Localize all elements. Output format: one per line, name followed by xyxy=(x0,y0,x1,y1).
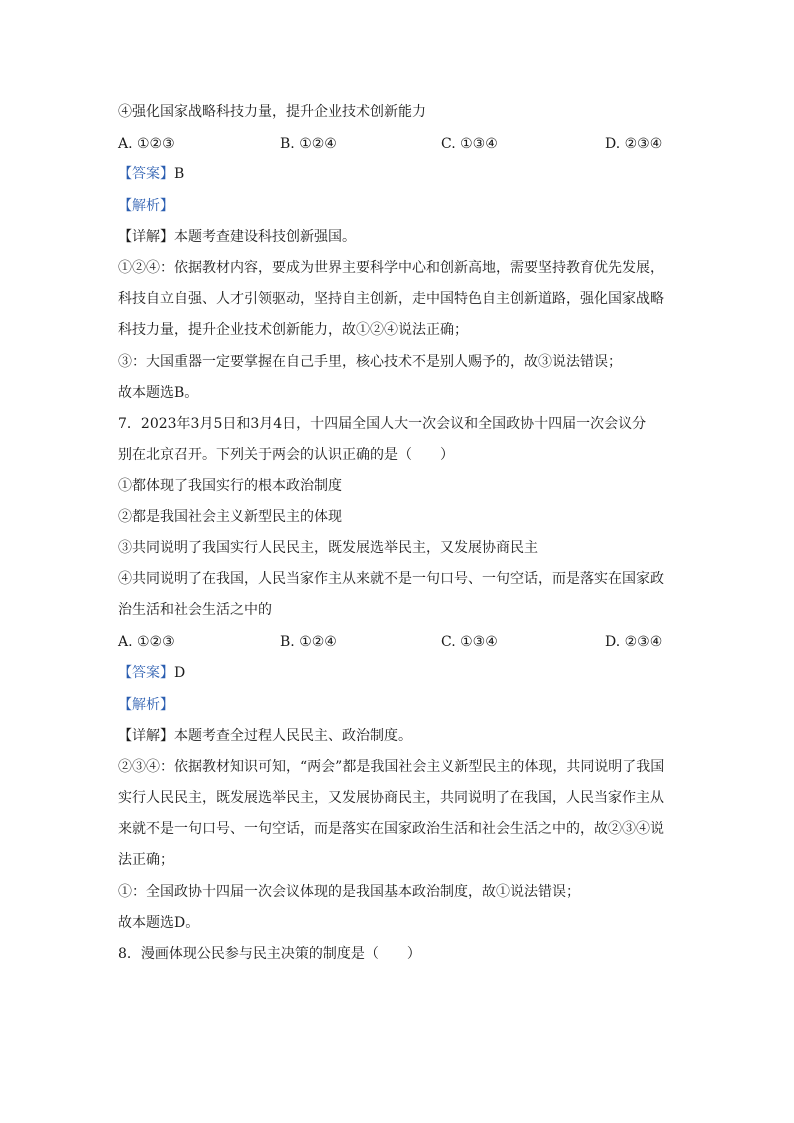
q8-stem: 8．漫画体现公民参与民主决策的制度是（ ） xyxy=(118,946,421,962)
q7-stem-line: 7．2023年3月5日和3月4日，十四届全国人大一次会议和全国政协十四届一次会议分 xyxy=(118,416,647,432)
q6-explain-line: ①②④：依据教材内容，要成为世界主要科学中心和创新高地，需要坚持教育优先发展， xyxy=(118,260,664,276)
q7-option-4: ④共同说明了在我国，人民当家作主从来就不是一句口号、一句空话，而是落实在国家政 xyxy=(118,571,664,587)
q7-stem-line: 别在北京召开。下列关于两会的认识正确的是（ ） xyxy=(118,447,454,463)
q6-choices xyxy=(118,134,678,154)
detail-tag: 【详解】 xyxy=(118,728,174,744)
q6-option-4: ④强化国家战略科技力量，提升企业技术创新能力 xyxy=(118,104,426,120)
q6-analysis-heading xyxy=(118,196,678,216)
q6-choice-d: D. ②③④ xyxy=(605,136,663,152)
detail-text: 本题考查全过程人民民主、政治制度。 xyxy=(174,728,412,744)
q6-choice-c: C. ①③④ xyxy=(441,136,498,152)
answer-value: B xyxy=(174,166,185,182)
q6-choice-b: B. ①②④ xyxy=(280,136,337,152)
answer-tag: 【答案】 xyxy=(118,665,174,681)
q7-explain-line: 故本题选D。 xyxy=(118,915,200,931)
q6-explain-line: 故本题选B。 xyxy=(118,385,199,401)
q7-option-4-cont: 治生活和社会生活之中的 xyxy=(118,602,272,618)
answer-value: D xyxy=(174,665,186,681)
q6-answer xyxy=(118,164,678,184)
q7-analysis-heading xyxy=(118,695,678,715)
q6-explain-line: 科技力量，提升企业技术创新能力，故①②④说法正确； xyxy=(118,322,468,338)
q7-answer xyxy=(118,663,678,683)
q7-explain-line: 来就不是一句口号、一句空话，而是落实在国家政治生活和社会生活之中的，故②③④说 xyxy=(118,821,664,837)
q7-detail xyxy=(118,726,678,746)
q6-explain-line: 科技自立自强、人才引领驱动，坚持自主创新，走中国特色自主创新道路，强化国家战略 xyxy=(118,291,664,307)
q6-detail xyxy=(118,227,678,247)
q7-choice-a: A. ①②③ xyxy=(118,634,175,650)
q7-choices xyxy=(118,632,678,652)
q7-option-3: ③共同说明了我国实行人民民主，既发展选举民主，又发展协商民主 xyxy=(118,540,538,556)
answer-tag: 【答案】 xyxy=(118,166,174,182)
q6-choice-a: A. ①②③ xyxy=(118,136,175,152)
analysis-tag: 【解析】 xyxy=(118,198,174,214)
detail-text: 本题考查建设科技创新强国。 xyxy=(174,229,356,245)
q7-explain-line: 法正确； xyxy=(118,852,174,868)
q7-choice-b: B. ①②④ xyxy=(280,634,337,650)
q7-explain-line: ①：全国政协十四届一次会议体现的是我国基本政治制度，故①说法错误； xyxy=(118,884,580,900)
q7-choice-d: D. ②③④ xyxy=(605,634,663,650)
q7-explain-line: 实行人民民主，既发展选举民主，又发展协商民主，共同说明了在我国，人民当家作主从 xyxy=(118,790,664,806)
q7-option-2: ②都是我国社会主义新型民主的体现 xyxy=(118,509,342,525)
q7-choice-c: C. ①③④ xyxy=(441,634,498,650)
analysis-tag: 【解析】 xyxy=(118,697,174,713)
q7-explain-line: ②③④：依据教材知识可知，“两会”都是我国社会主义新型民主的体现，共同说明了我国 xyxy=(118,759,665,775)
q6-explain-line: ③：大国重器一定要掌握在自己手里，核心技术不是别人赐予的，故③说法错误； xyxy=(118,354,622,370)
detail-tag: 【详解】 xyxy=(118,229,174,245)
q7-option-1: ①都体现了我国实行的根本政治制度 xyxy=(118,478,342,494)
